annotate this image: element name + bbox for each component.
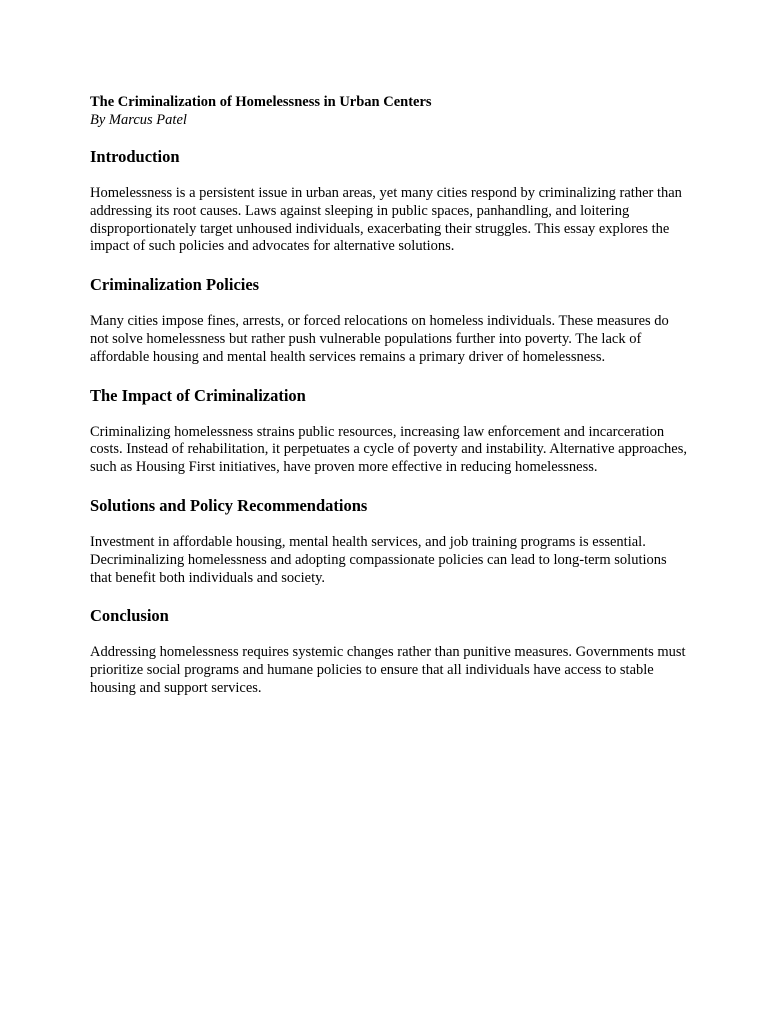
document-title: The Criminalization of Homelessness in Urban Centers <box>90 94 432 110</box>
section-heading-impact: The Impact of Criminalization <box>90 385 306 405</box>
section-body-impact: Criminalizing homelessness strains public resources, increasing law enforcement and incarceration costs. Instead of rehabilitation, it perpetuates a cycle of poverty and instability. Alternative approaches, such as Housing First initiatives, have proven more effective in reducing homelessness. <box>90 423 687 476</box>
section-heading-introduction: Introduction <box>90 147 180 166</box>
document-page <box>90 93 690 698</box>
document-author: By Marcus Patel <box>90 112 187 128</box>
section-heading-criminalization-policies: Criminalization Policies <box>90 275 260 295</box>
section-heading-solutions: Solutions and Policy Recommendations <box>90 495 368 515</box>
section-body-solutions: Investment in affordable housing, mental health services, and job training programs is essential. Decriminalizing homelessness and adopting compassionate policies can lead to long-term solutions that benefit both individuals and society. <box>90 533 667 586</box>
section-body-introduction: Homelessness is a persistent issue in urban areas, yet many cities respond by criminalizing rather than addressing its root causes. Laws against sleeping in public spaces, panhandling, and loitering disproportionately target unhoused individuals, exacerbating their struggles. This essay explores the impact of such policies and advocates for alternative solutions. <box>90 185 682 255</box>
section-heading-conclusion: Conclusion <box>90 606 169 626</box>
section-body-criminalization-policies: Many cities impose fines, arrests, or forced relocations on homeless individuals. These measures do not solve homelessness but rather push vulnerable populations further into poverty. The lack of affordable housing and mental health services remains a primary driver of homelessness. <box>90 313 669 365</box>
section-body-conclusion: Addressing homelessness requires systemic changes rather than punitive measures. Governments must prioritize social programs and humane policies to ensure that all individuals have access to stable housing and support services. <box>90 644 686 696</box>
